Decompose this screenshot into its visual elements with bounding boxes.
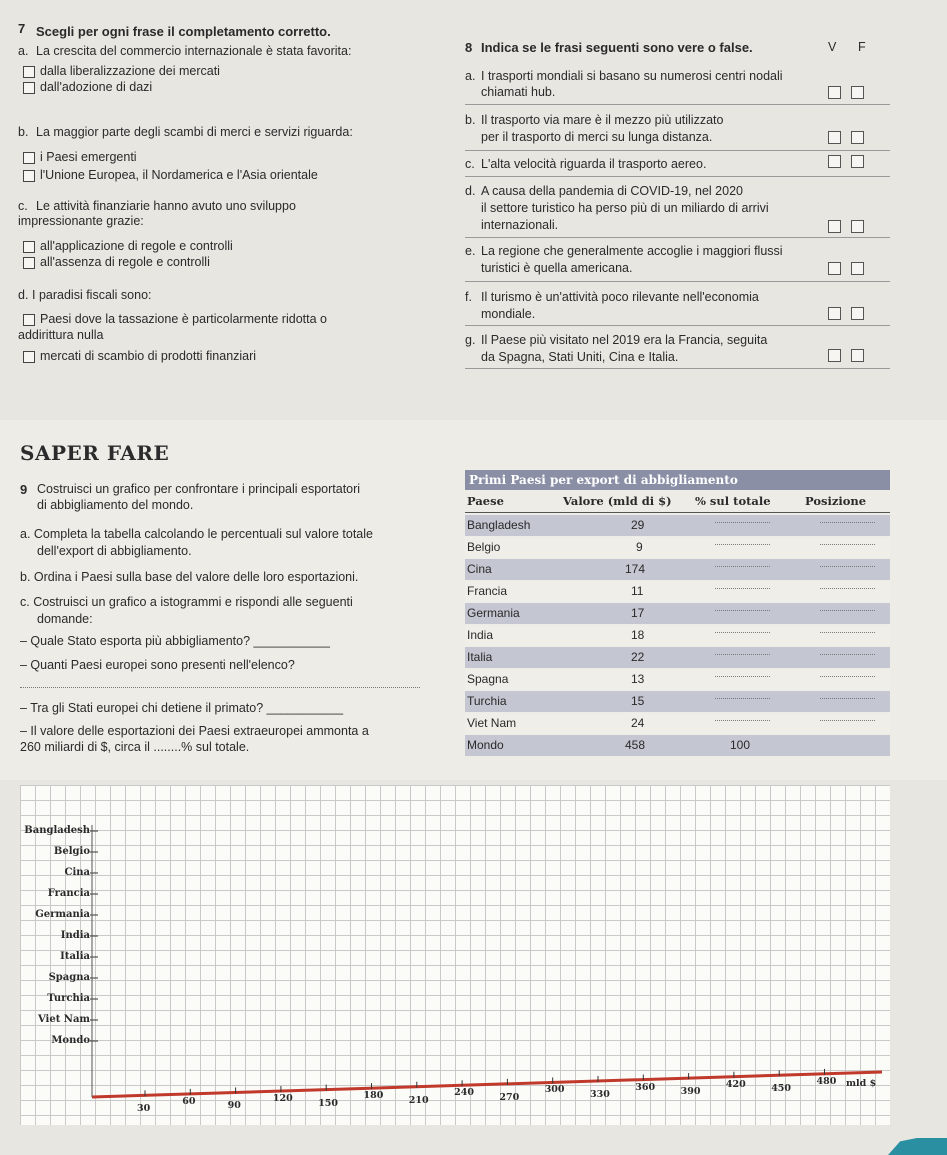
cell-posizione-blank[interactable] bbox=[820, 610, 875, 612]
header-divider bbox=[465, 512, 890, 513]
cell-paese: Italia bbox=[467, 650, 493, 664]
x-tick-label: 330 bbox=[590, 1088, 610, 1100]
checkbox-ex7-c-2[interactable] bbox=[23, 257, 35, 269]
ex8-c-line-1: L'alta velocità riguarda il trasporto aereo. bbox=[481, 157, 707, 171]
ex9-c-line-2: domande: bbox=[37, 612, 93, 626]
ex8-v-header: V bbox=[828, 40, 837, 54]
cell-percentuale-blank[interactable] bbox=[715, 654, 770, 656]
false-checkbox-d[interactable] bbox=[851, 220, 864, 233]
cell-posizione-blank[interactable] bbox=[820, 522, 875, 524]
ex8-a-line-1: I trasporti mondiali si basano su numerosi centri nodali bbox=[481, 69, 783, 83]
x-tick-label: 420 bbox=[725, 1078, 746, 1090]
ex8-f-line-2: mondiale. bbox=[481, 307, 536, 321]
cell-paese: Viet Nam bbox=[467, 716, 517, 730]
ex9-question-4b: 260 miliardi di $, circa il ........% sul totale. bbox=[20, 740, 250, 754]
cell-posizione-blank[interactable] bbox=[820, 632, 875, 634]
ex9-question-3: – Tra gli Stati europei chi detiene il primato? ___________ bbox=[20, 701, 344, 715]
divider bbox=[465, 325, 890, 326]
category-label: Belgio bbox=[53, 846, 90, 857]
category-label: Turchia bbox=[47, 993, 90, 1004]
ex8-g-label: g. bbox=[465, 333, 476, 347]
blank-histogram-grid[interactable] bbox=[20, 785, 890, 1125]
ex8-c-label: c. bbox=[465, 157, 475, 171]
ex7-a-question: La crescita del commercio internazionale è stata favorita: bbox=[36, 44, 352, 58]
false-checkbox-b[interactable] bbox=[851, 131, 864, 144]
table-row bbox=[465, 647, 890, 668]
ex9-c-line-1: c. Costruisci un grafico a istogrammi e rispondi alle seguenti bbox=[20, 595, 353, 609]
table-row-total bbox=[465, 735, 890, 756]
ex8-g-line-2: da Spagna, Stati Uniti, Cina e Italia. bbox=[481, 350, 679, 364]
ex8-a-label: a. bbox=[465, 69, 476, 83]
cell-paese: India bbox=[467, 628, 494, 642]
false-checkbox-e[interactable] bbox=[851, 262, 864, 275]
ex9-b: b. Ordina i Paesi sulla base del valore delle loro esportazioni. bbox=[20, 570, 359, 584]
cell-percentuale-blank[interactable] bbox=[715, 720, 770, 722]
ex7-b-option-1: i Paesi emergenti bbox=[40, 150, 137, 164]
ex7-a-option-1: dalla liberalizzazione dei mercati bbox=[40, 64, 220, 78]
table-row bbox=[465, 559, 890, 580]
x-tick-label: 90 bbox=[227, 1100, 241, 1112]
x-axis bbox=[92, 1072, 882, 1097]
ex7-c-option-1: all'applicazione di regole e controlli bbox=[40, 239, 233, 253]
cell-paese: Germania bbox=[467, 606, 520, 620]
x-tick-label: 120 bbox=[272, 1093, 293, 1105]
checkbox-ex7-c-1[interactable] bbox=[23, 241, 35, 253]
cell-valore: 24 bbox=[631, 716, 645, 730]
true-checkbox-e[interactable] bbox=[828, 262, 841, 275]
ex9-question-2: – Quanti Paesi europei sono presenti nell'elenco? bbox=[20, 658, 295, 672]
ex7-a-label: a. bbox=[18, 44, 29, 58]
cell-valore: 17 bbox=[631, 606, 645, 620]
category-label: Cina bbox=[64, 867, 90, 878]
ex7-b-question: La maggior parte degli scambi di merci e servizi riguarda: bbox=[36, 125, 353, 139]
ex7-c-label: c. bbox=[18, 199, 28, 213]
x-tick-label: 30 bbox=[137, 1103, 151, 1115]
column-header-percentuale: % sul totale bbox=[695, 494, 771, 508]
category-label: Francia bbox=[47, 888, 90, 899]
ex7-title: Scegli per ogni frase il completamento corretto. bbox=[36, 24, 331, 39]
x-tick-label: 270 bbox=[499, 1091, 520, 1103]
category-label: Mondo bbox=[51, 1035, 90, 1046]
x-tick-label: 60 bbox=[182, 1095, 196, 1107]
x-tick-label: 360 bbox=[635, 1081, 656, 1093]
cell-paese: Turchia bbox=[467, 694, 507, 708]
table-row bbox=[465, 581, 890, 602]
ex8-title: Indica se le frasi seguenti sono vere o false. bbox=[481, 40, 753, 55]
x-tick-label: 390 bbox=[680, 1086, 701, 1098]
x-tick-label: 300 bbox=[544, 1084, 565, 1096]
cell-valore: 22 bbox=[631, 650, 645, 664]
column-header-posizione: Posizione bbox=[805, 494, 867, 508]
checkbox-ex7-b-2[interactable] bbox=[23, 170, 35, 182]
divider bbox=[465, 176, 890, 177]
ex9-intro-1: Costruisci un grafico per confrontare i principali esportatori bbox=[37, 482, 361, 496]
answer-line[interactable] bbox=[20, 687, 420, 688]
ex8-b-line-2: per il trasporto di merci su lunga distanza. bbox=[481, 130, 713, 144]
divider bbox=[465, 281, 890, 282]
ex7-d-option-1b: addirittura nulla bbox=[18, 328, 104, 342]
cell-posizione-blank[interactable] bbox=[820, 698, 875, 700]
ex7-c-question-2: impressionante grazie: bbox=[18, 214, 144, 228]
true-checkbox-g[interactable] bbox=[828, 349, 841, 362]
divider bbox=[465, 368, 890, 369]
false-checkbox-f[interactable] bbox=[851, 307, 864, 320]
table-title: Primi Paesi per export di abbigliamento bbox=[465, 470, 890, 490]
false-checkbox-g[interactable] bbox=[851, 349, 864, 362]
x-tick-label: 480 bbox=[816, 1075, 837, 1087]
cell-posizione-blank[interactable] bbox=[820, 676, 875, 678]
category-label: Bangladesh bbox=[24, 825, 90, 836]
cell-valore: 15 bbox=[631, 694, 645, 708]
cell-paese: Cina bbox=[467, 562, 492, 576]
x-tick-label: 150 bbox=[318, 1097, 339, 1109]
ex7-c-question-1: Le attività finanziarie hanno avuto uno sviluppo bbox=[36, 199, 296, 213]
ex9-a-line-1: a. Completa la tabella calcolando le percentuali sul valore totale bbox=[20, 527, 373, 541]
ex8-a-line-2: chiamati hub. bbox=[481, 85, 556, 99]
ex7-d-option-2: mercati di scambio di prodotti finanziari bbox=[40, 349, 257, 363]
table-row bbox=[465, 603, 890, 624]
cell-percentuale-blank[interactable] bbox=[715, 676, 770, 678]
column-header-valore: Valore (mld di $) bbox=[563, 494, 672, 508]
x-tick-label: 180 bbox=[363, 1090, 384, 1102]
cell-paese: Bangladesh bbox=[467, 518, 531, 532]
cell-percentuale-blank[interactable] bbox=[715, 610, 770, 612]
cell-valore: 458 bbox=[625, 738, 646, 752]
page-corner-decoration bbox=[880, 1138, 947, 1155]
cell-valore: 18 bbox=[631, 628, 645, 642]
table-row bbox=[465, 515, 890, 536]
category-label: Spagna bbox=[48, 972, 90, 983]
cell-percentuale-blank[interactable] bbox=[715, 632, 770, 634]
ex7-c-option-2: all'assenza di regole e controlli bbox=[40, 255, 210, 269]
table-row bbox=[465, 537, 890, 558]
cell-percentuale: 100 bbox=[730, 738, 751, 752]
cell-paese: Mondo bbox=[467, 738, 504, 752]
cell-posizione-blank[interactable] bbox=[820, 566, 875, 568]
cell-paese: Spagna bbox=[467, 672, 509, 686]
cell-valore: 29 bbox=[631, 518, 645, 532]
ex7-b-label: b. bbox=[18, 125, 29, 139]
checkbox-ex7-d-1[interactable] bbox=[23, 314, 35, 326]
ex9-question-1: – Quale Stato esporta più abbigliamento? ___________ bbox=[20, 634, 330, 648]
true-checkbox-a[interactable] bbox=[828, 86, 841, 99]
cell-paese: Belgio bbox=[467, 540, 501, 554]
ex9-intro-2: di abbigliamento del mondo. bbox=[37, 498, 194, 512]
table-row bbox=[465, 691, 890, 712]
divider bbox=[465, 104, 890, 105]
ex8-e-line-2: turistici è quella americana. bbox=[481, 261, 633, 275]
x-tick-label: 450 bbox=[771, 1083, 792, 1095]
false-checkbox-a[interactable] bbox=[851, 86, 864, 99]
true-checkbox-d[interactable] bbox=[828, 220, 841, 233]
ex7-b-option-2: l'Unione Europea, il Nordamerica e l'Asia orientale bbox=[40, 168, 318, 182]
ex9-a-line-2: dell'export di abbigliamento. bbox=[37, 544, 192, 558]
true-checkbox-f[interactable] bbox=[828, 307, 841, 320]
ex9-question-4a: – Il valore delle esportazioni dei Paesi extraeuropei ammonta a bbox=[20, 724, 369, 738]
chart-svg bbox=[20, 785, 890, 1125]
ex8-d-label: d. bbox=[465, 184, 476, 198]
divider bbox=[465, 150, 890, 151]
cell-percentuale-blank[interactable] bbox=[715, 698, 770, 700]
category-label: Germania bbox=[35, 909, 90, 920]
ex9-number: 9 bbox=[20, 482, 28, 497]
ex7-d-question: I paradisi fiscali sono: bbox=[32, 288, 152, 302]
cell-valore: 13 bbox=[631, 672, 645, 686]
ex8-e-line-1: La regione che generalmente accoglie i maggiori flussi bbox=[481, 244, 783, 258]
ex8-d-line-2: il settore turistico ha perso più di un miliardo di arrivi bbox=[481, 201, 769, 215]
x-tick-label: 240 bbox=[454, 1087, 474, 1099]
ex8-d-line-1: A causa della pandemia di COVID-19, nel 2020 bbox=[481, 184, 743, 198]
category-label: India bbox=[60, 930, 90, 941]
cell-valore: 9 bbox=[636, 540, 643, 554]
checkbox-ex7-b-1[interactable] bbox=[23, 152, 35, 164]
table-row bbox=[465, 713, 890, 734]
table-row bbox=[465, 625, 890, 646]
ex8-f-label: f. bbox=[465, 290, 472, 304]
cell-paese: Francia bbox=[467, 584, 508, 598]
cell-posizione-blank[interactable] bbox=[820, 654, 875, 656]
ex8-e-label: e. bbox=[465, 244, 476, 258]
checkbox-ex7-d-2[interactable] bbox=[23, 351, 35, 363]
ex7-d-option-1a: Paesi dove la tassazione è particolarmente ridotta o bbox=[40, 312, 327, 326]
ex7-d-label: d. bbox=[18, 288, 29, 302]
saper-fare-title: SAPER FARE bbox=[20, 441, 170, 465]
ex8-f-header: F bbox=[858, 40, 866, 54]
cell-valore: 174 bbox=[625, 562, 646, 576]
cell-percentuale-blank[interactable] bbox=[715, 566, 770, 568]
checkbox-ex7-a-1[interactable] bbox=[23, 66, 35, 78]
false-checkbox-c[interactable] bbox=[851, 155, 864, 168]
category-label: Italia bbox=[60, 951, 90, 962]
table-row bbox=[465, 669, 890, 690]
cell-posizione-blank[interactable] bbox=[820, 544, 875, 546]
ex8-f-line-1: Il turismo è un'attività poco rilevante nell'economia bbox=[481, 290, 759, 304]
cell-percentuale-blank[interactable] bbox=[715, 544, 770, 546]
cell-posizione-blank[interactable] bbox=[820, 588, 875, 590]
x-axis-unit: mld $ bbox=[846, 1078, 877, 1089]
x-tick-label: 210 bbox=[408, 1094, 429, 1106]
ex8-g-line-1: Il Paese più visitato nel 2019 era la Francia, seguita bbox=[481, 333, 768, 347]
ex7-number: 7 bbox=[18, 21, 26, 36]
category-label: Viet Nam bbox=[37, 1014, 90, 1025]
true-checkbox-b[interactable] bbox=[828, 131, 841, 144]
ex8-number: 8 bbox=[465, 40, 473, 55]
cell-valore: 11 bbox=[631, 584, 644, 598]
true-checkbox-c[interactable] bbox=[828, 155, 841, 168]
ex7-a-option-2: dall'adozione di dazi bbox=[40, 80, 153, 94]
column-header-paese: Paese bbox=[467, 494, 504, 508]
ex8-d-line-3: internazionali. bbox=[481, 218, 559, 232]
checkbox-ex7-a-2[interactable] bbox=[23, 82, 35, 94]
cell-posizione-blank[interactable] bbox=[820, 720, 875, 722]
divider bbox=[465, 237, 890, 238]
cell-percentuale-blank[interactable] bbox=[715, 588, 770, 590]
ex8-b-line-1: Il trasporto via mare è il mezzo più utilizzato bbox=[481, 113, 724, 127]
ex8-b-label: b. bbox=[465, 113, 476, 127]
cell-percentuale-blank[interactable] bbox=[715, 522, 770, 524]
